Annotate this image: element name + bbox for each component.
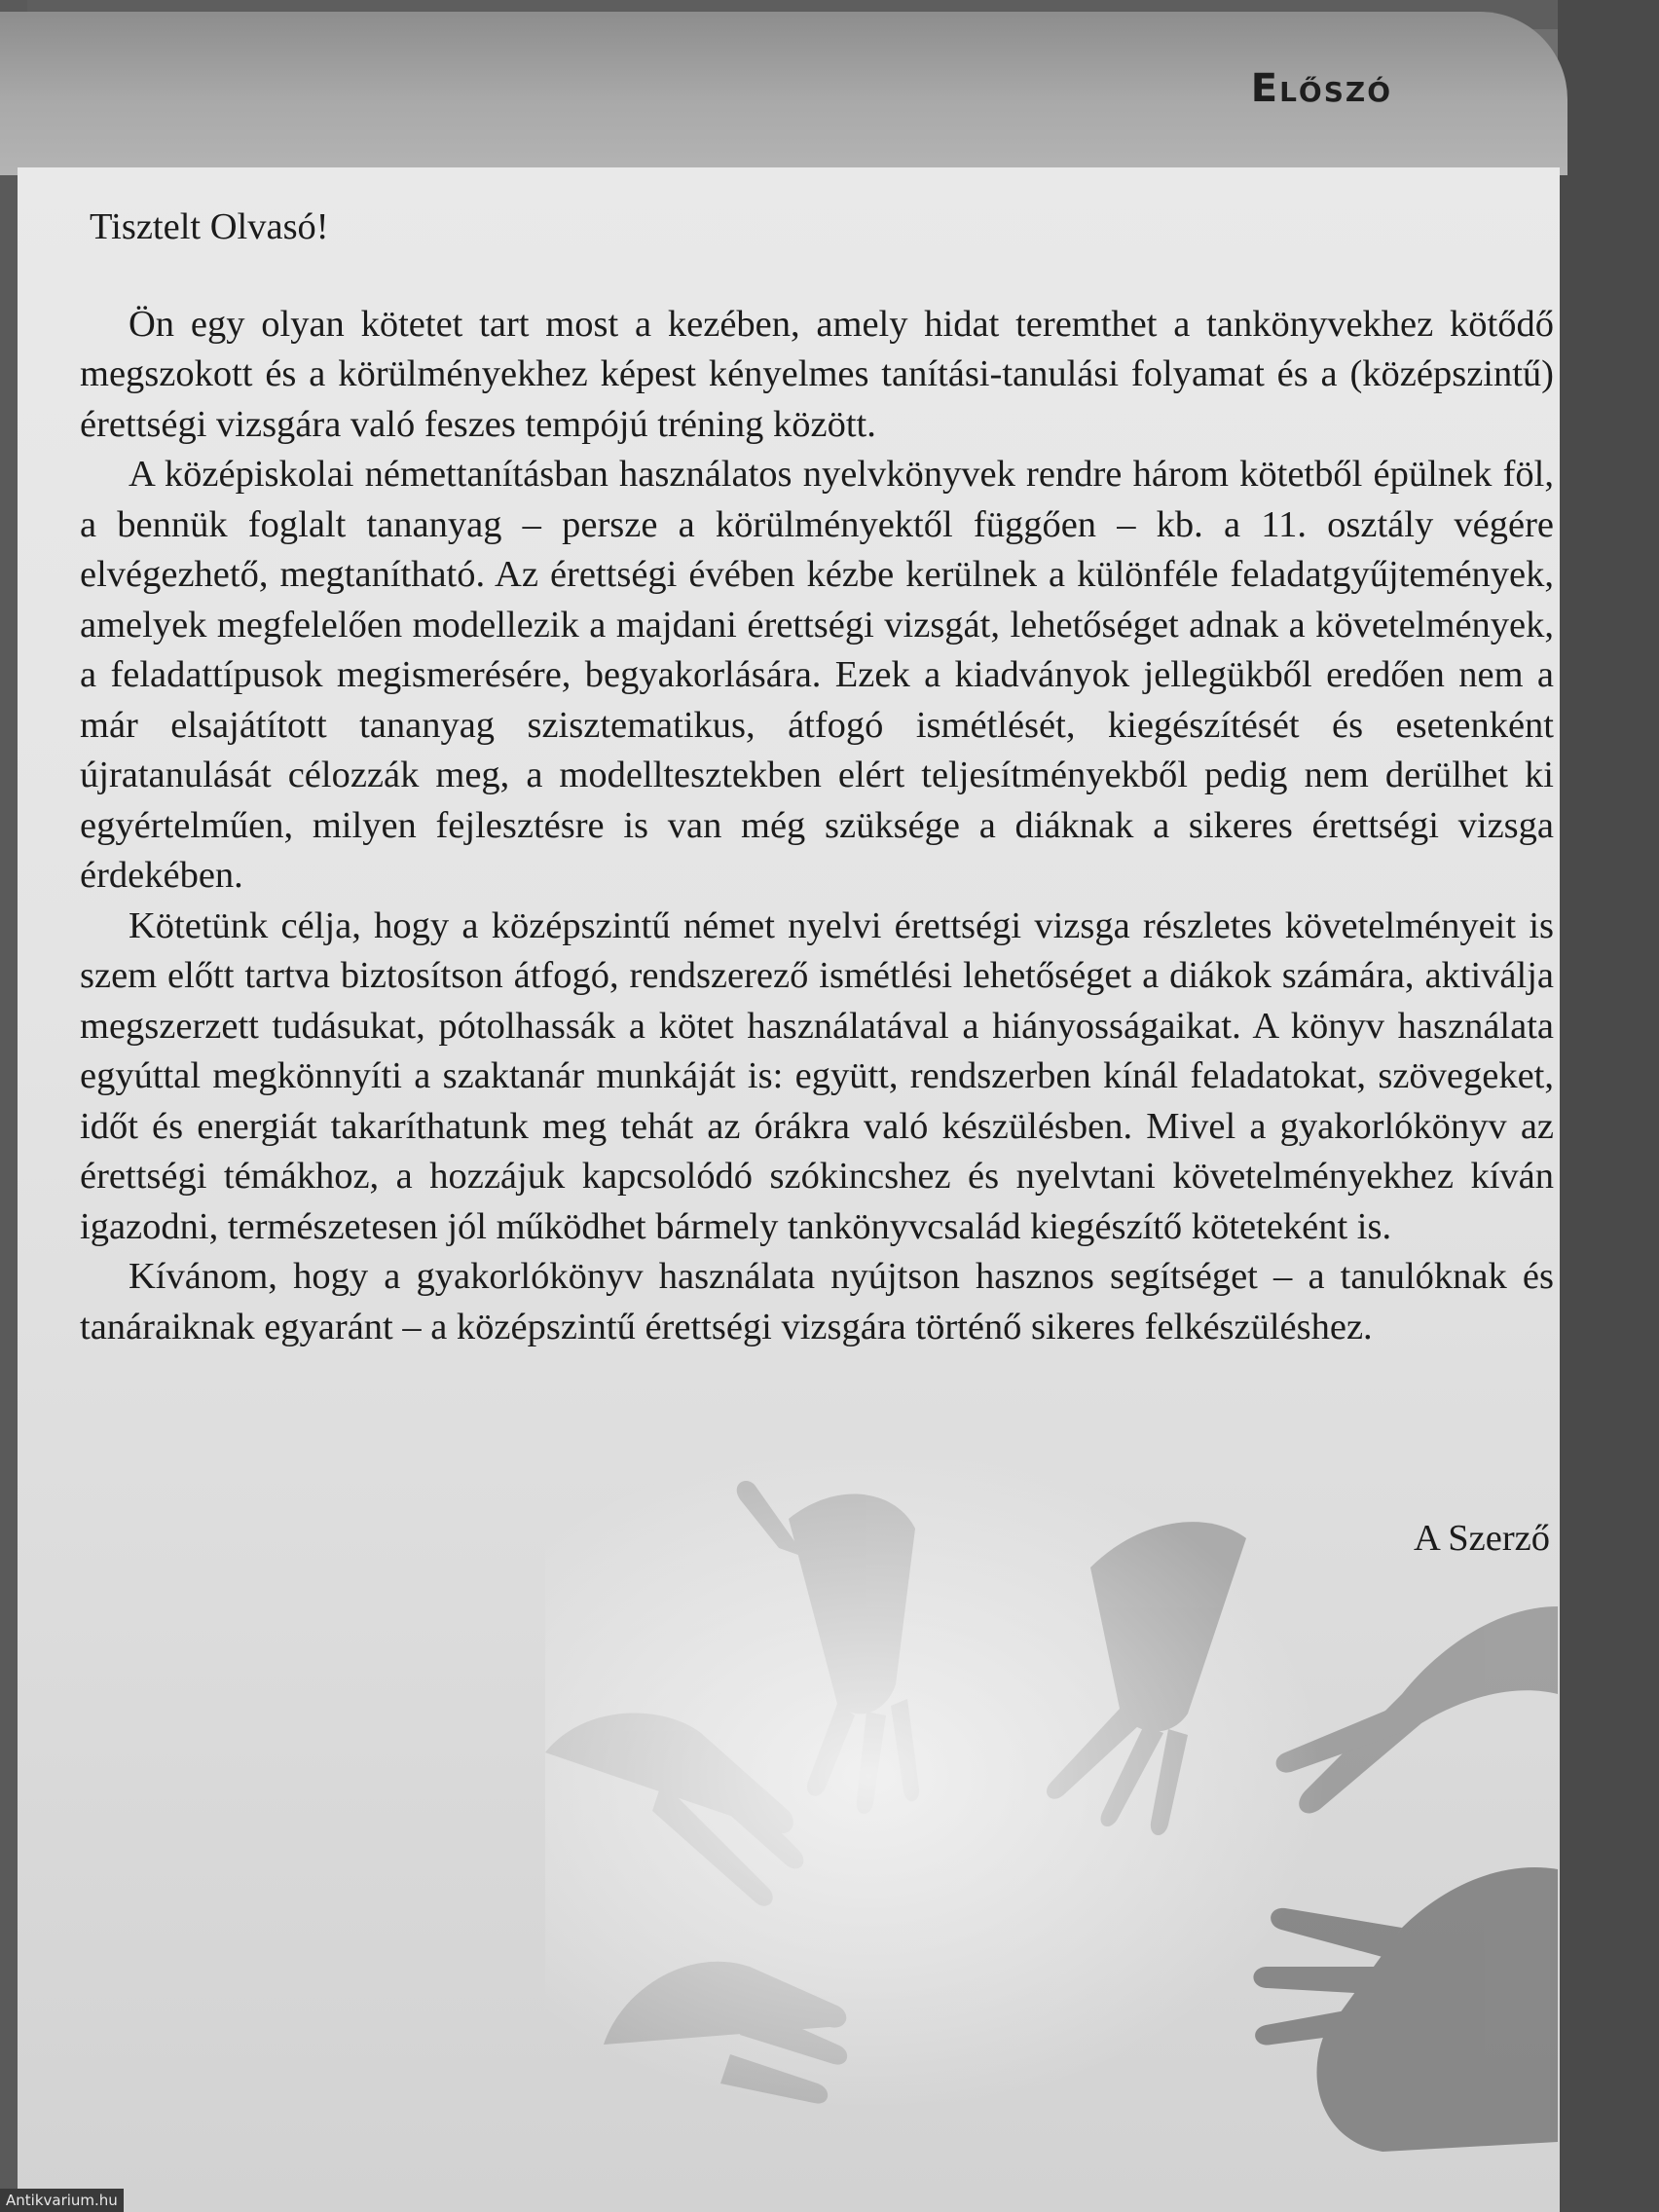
preface-text [80,203,1554,1352]
watermark: Antikvarium.hu [0,2189,124,2212]
paragraph: Ön egy olyan kötetet tart most a kezében, amely hidat teremthet a tankönyvekhez kötődő megszokott és a körülményekhez képest kényelmes tanítási-tanulási folyamat és a (középszintű) érettségi vizsgára való feszes tempójú tréning között. [80,303,1554,445]
page-right-edge [1558,0,1659,2212]
paragraph: Kötetünk célja, hogy a középszintű német nyelvi érettségi vizsga részletes követelményeit is szem előtt tartva biztosítson átfogó, rendszerező ismétlési lehetőséget a diákok számára, aktiválja megszerzett tudásukat, pótolhassák a kötet használatával a hiányosságaikat. A könyv használata egyúttal megkönnyíti a szaktanár munkáját is: együtt, rendszerben kínál feladatokat, szövegeket, időt és energiát takaríthatunk meg tehát az órákra való készülésben. Mivel a gyakorlókönyv az érettségi témákhoz, a hozzájuk kapcsolódó szókincshez és nyelvtani követelményekhez kíván igazodni, természetesen jól működhet bármely tankönyvcsalád kiegészítő köteteként is. [80,904,1554,1247]
salutation: Tisztelt Olvasó! [90,206,329,247]
hands-illustration [545,1460,1558,2212]
author-signature: A Szerző [1413,1518,1550,1559]
paragraph: A középiskolai némettanításban használatos nyelvkönyvek rendre három kötetből épülnek föl, a bennük foglalt tananyag – persze a körülményektől függően – kb. a 11. osztály végére elvégezhető, megtanítható. Az érettségi évében kézbe kerülnek a különféle feladatgyűjtemények, amelyek megfelelően modellezik a majdani érettségi vizsgát, lehetőséget adnak a követelmények, a feladattípusok megismerésére, begyakorlására. Ezek a kiadványok jellegükből eredően nem a már elsajátított tananyag szisztematikus, átfogó ismétlését, kiegészítését és esetenként újratanulását célozzák meg, a modelltesztekben elért teljesítményekből pedig nem derülhet ki egyértelműen, milyen fejlesztésre is van még szüksége a diáknak a sikeres érettségi vizsga érdekében. [80,454,1554,896]
section-title: Előszó [1250,66,1392,111]
paragraph: Kívánom, hogy a gyakorlókönyv használata nyújtson hasznos segítséget – a tanulóknak és tanáraiknak egyaránt – a középszintű érettségi vizsgára történő sikeres felkészüléshez. [80,1256,1554,1347]
